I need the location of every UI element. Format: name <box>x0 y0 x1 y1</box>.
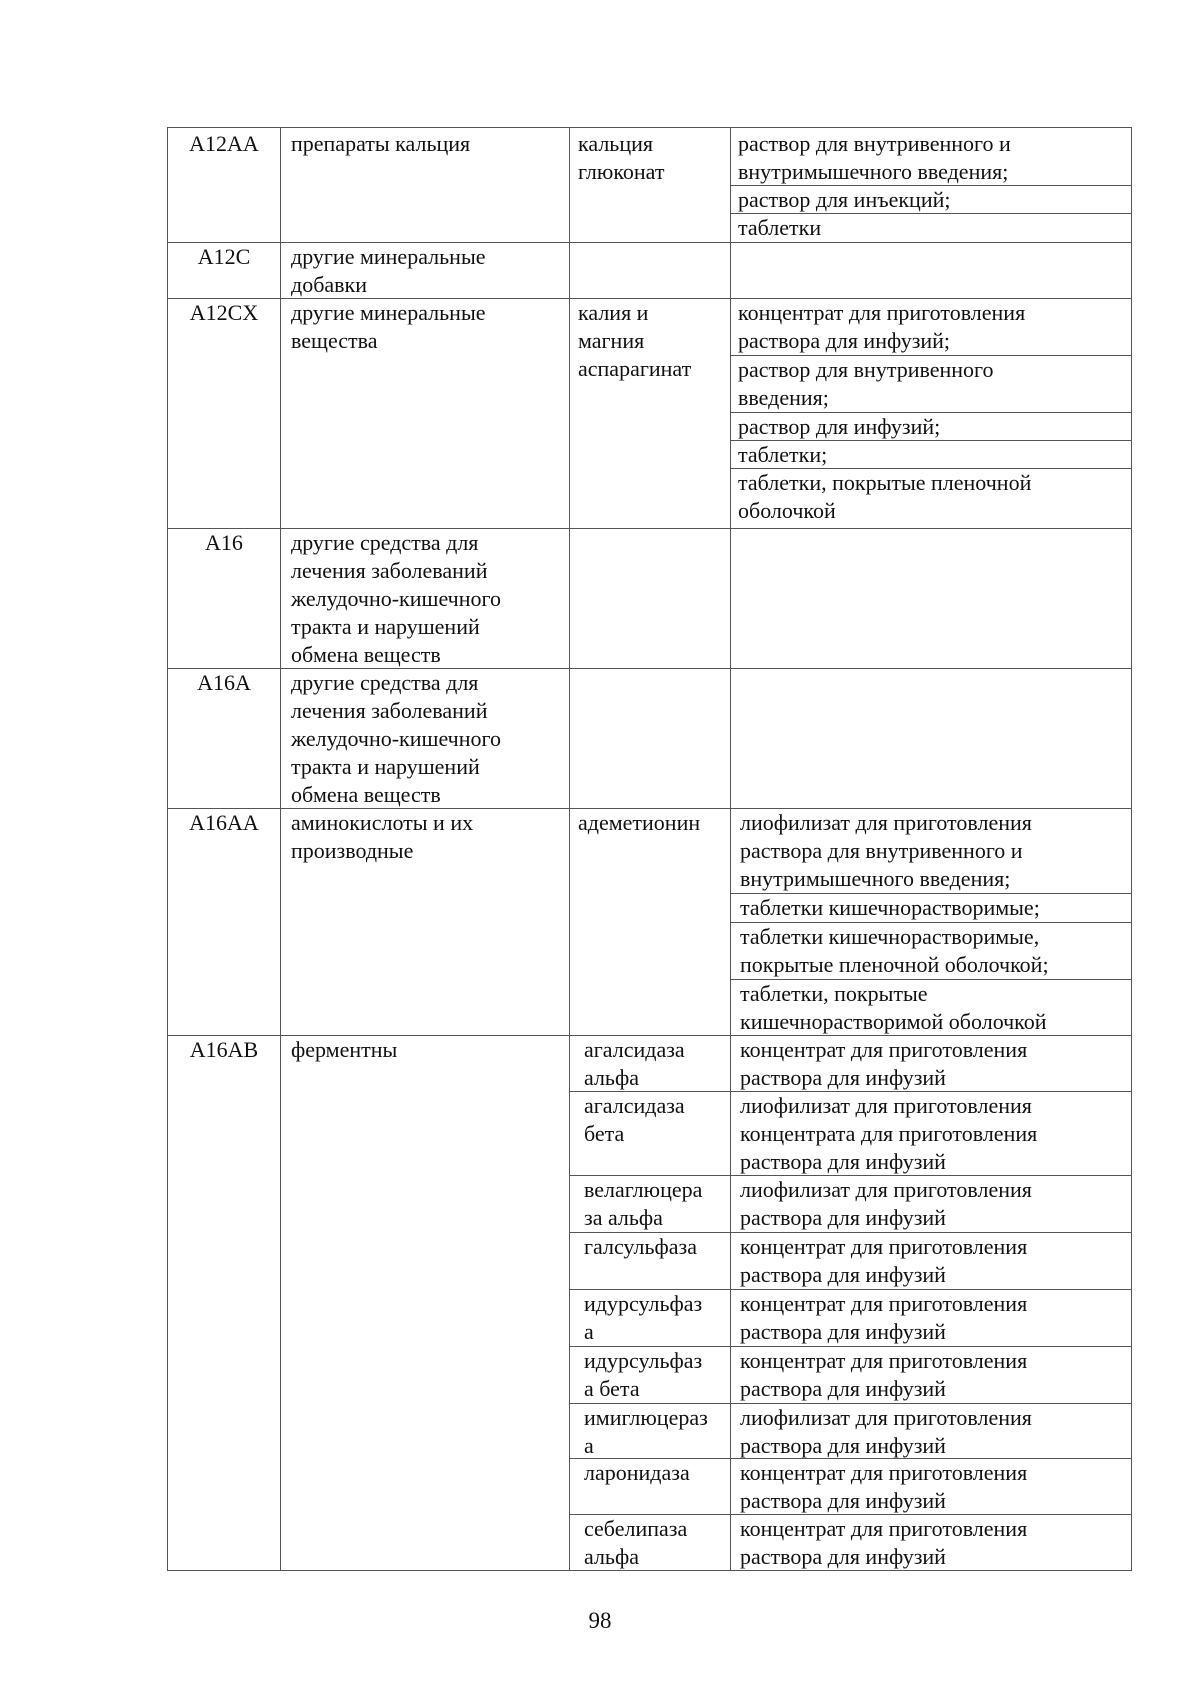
dosage-form: концентрат для приготовления раствора для инфузий <box>740 1516 1028 1569</box>
column-divider <box>730 128 731 1570</box>
substance-name: ларонидаза <box>584 1460 690 1485</box>
dosage-form: таблетки <box>738 215 822 240</box>
page-number: 98 <box>588 1608 612 1633</box>
column-divider <box>280 128 281 1570</box>
dosage-form: таблетки, покрытые кишечнорастворимой оболочкой <box>740 981 1047 1034</box>
group-name: другие минеральные добавки <box>291 244 486 297</box>
dosage-form: концентрат для приготовления раствора для инфузий <box>740 1460 1028 1513</box>
atc-code: A16AA <box>189 810 259 835</box>
atc-code: A16A <box>197 670 251 695</box>
dosage-form: концентрат для приготовления раствора для инфузий <box>740 1348 1028 1401</box>
group-name: ферментны <box>291 1037 398 1062</box>
substance-name: велаглюцера за альфа <box>584 1177 703 1230</box>
dosage-form: лиофилизат для приготовления раствора для инфузий <box>740 1405 1032 1458</box>
dosage-form: лиофилизат для приготовления раствора для инфузий <box>740 1177 1032 1230</box>
substance-name: идурсульфаз а бета <box>584 1348 703 1401</box>
substance-name: кальция глюконат <box>578 131 665 184</box>
group-name: препараты кальция <box>291 131 471 156</box>
substance-name: адеметионин <box>578 810 701 835</box>
substance-name: калия и магния аспарагинат <box>578 300 692 381</box>
dosage-form: концентрат для приготовления раствора для инфузий <box>740 1037 1028 1090</box>
dosage-form: концентрат для приготовления раствора для инфузий; <box>738 300 1026 353</box>
group-name: другие средства для лечения заболеваний желудочно-кишечного тракта и нарушений обмена веществ <box>291 530 501 667</box>
dosage-form: лиофилизат для приготовления концентрата для приготовления раствора для инфузий <box>740 1093 1038 1174</box>
dosage-form: раствор для инфузий; <box>738 414 941 439</box>
dosage-form: таблетки, покрытые пленочной оболочкой <box>738 470 1032 523</box>
group-name: другие минеральные вещества <box>291 300 486 353</box>
dosage-form: раствор для внутривенного и внутримышечного введения; <box>738 131 1011 184</box>
dosage-form: раствор для инъекций; <box>738 187 951 212</box>
dosage-form: таблетки; <box>738 442 828 467</box>
dosage-form: таблетки кишечнорастворимые, покрытые пленочной оболочкой; <box>740 924 1049 977</box>
substance-name: агалсидаза альфа <box>584 1037 685 1090</box>
substance-name: идурсульфаз а <box>584 1291 703 1344</box>
column-divider <box>569 128 570 1570</box>
atc-code: A16 <box>205 530 243 555</box>
dosage-form: раствор для внутривенного введения; <box>738 357 994 410</box>
group-name: аминокислоты и их производные <box>291 810 474 863</box>
atc-code: A16AB <box>189 1037 259 1062</box>
atc-code: A12AA <box>189 131 259 156</box>
dosage-form: концентрат для приготовления раствора для инфузий <box>740 1291 1028 1344</box>
substance-name: имиглюцераз а <box>584 1405 708 1458</box>
drug-table <box>167 127 1132 1571</box>
dosage-form: лиофилизат для приготовления раствора для внутривенного и внутримышечного введения; <box>740 810 1032 891</box>
group-name: другие средства для лечения заболеваний желудочно-кишечного тракта и нарушений обмена веществ <box>291 670 501 807</box>
substance-name: себелипаза альфа <box>584 1516 688 1569</box>
substance-name: галсульфаза <box>584 1234 697 1259</box>
atc-code: A12C <box>197 244 251 269</box>
dosage-form: концентрат для приготовления раствора для инфузий <box>740 1234 1028 1287</box>
dosage-form: таблетки кишечнорастворимые; <box>740 895 1040 920</box>
substance-name: агалсидаза бета <box>584 1093 685 1146</box>
atc-code: A12CX <box>189 300 259 325</box>
